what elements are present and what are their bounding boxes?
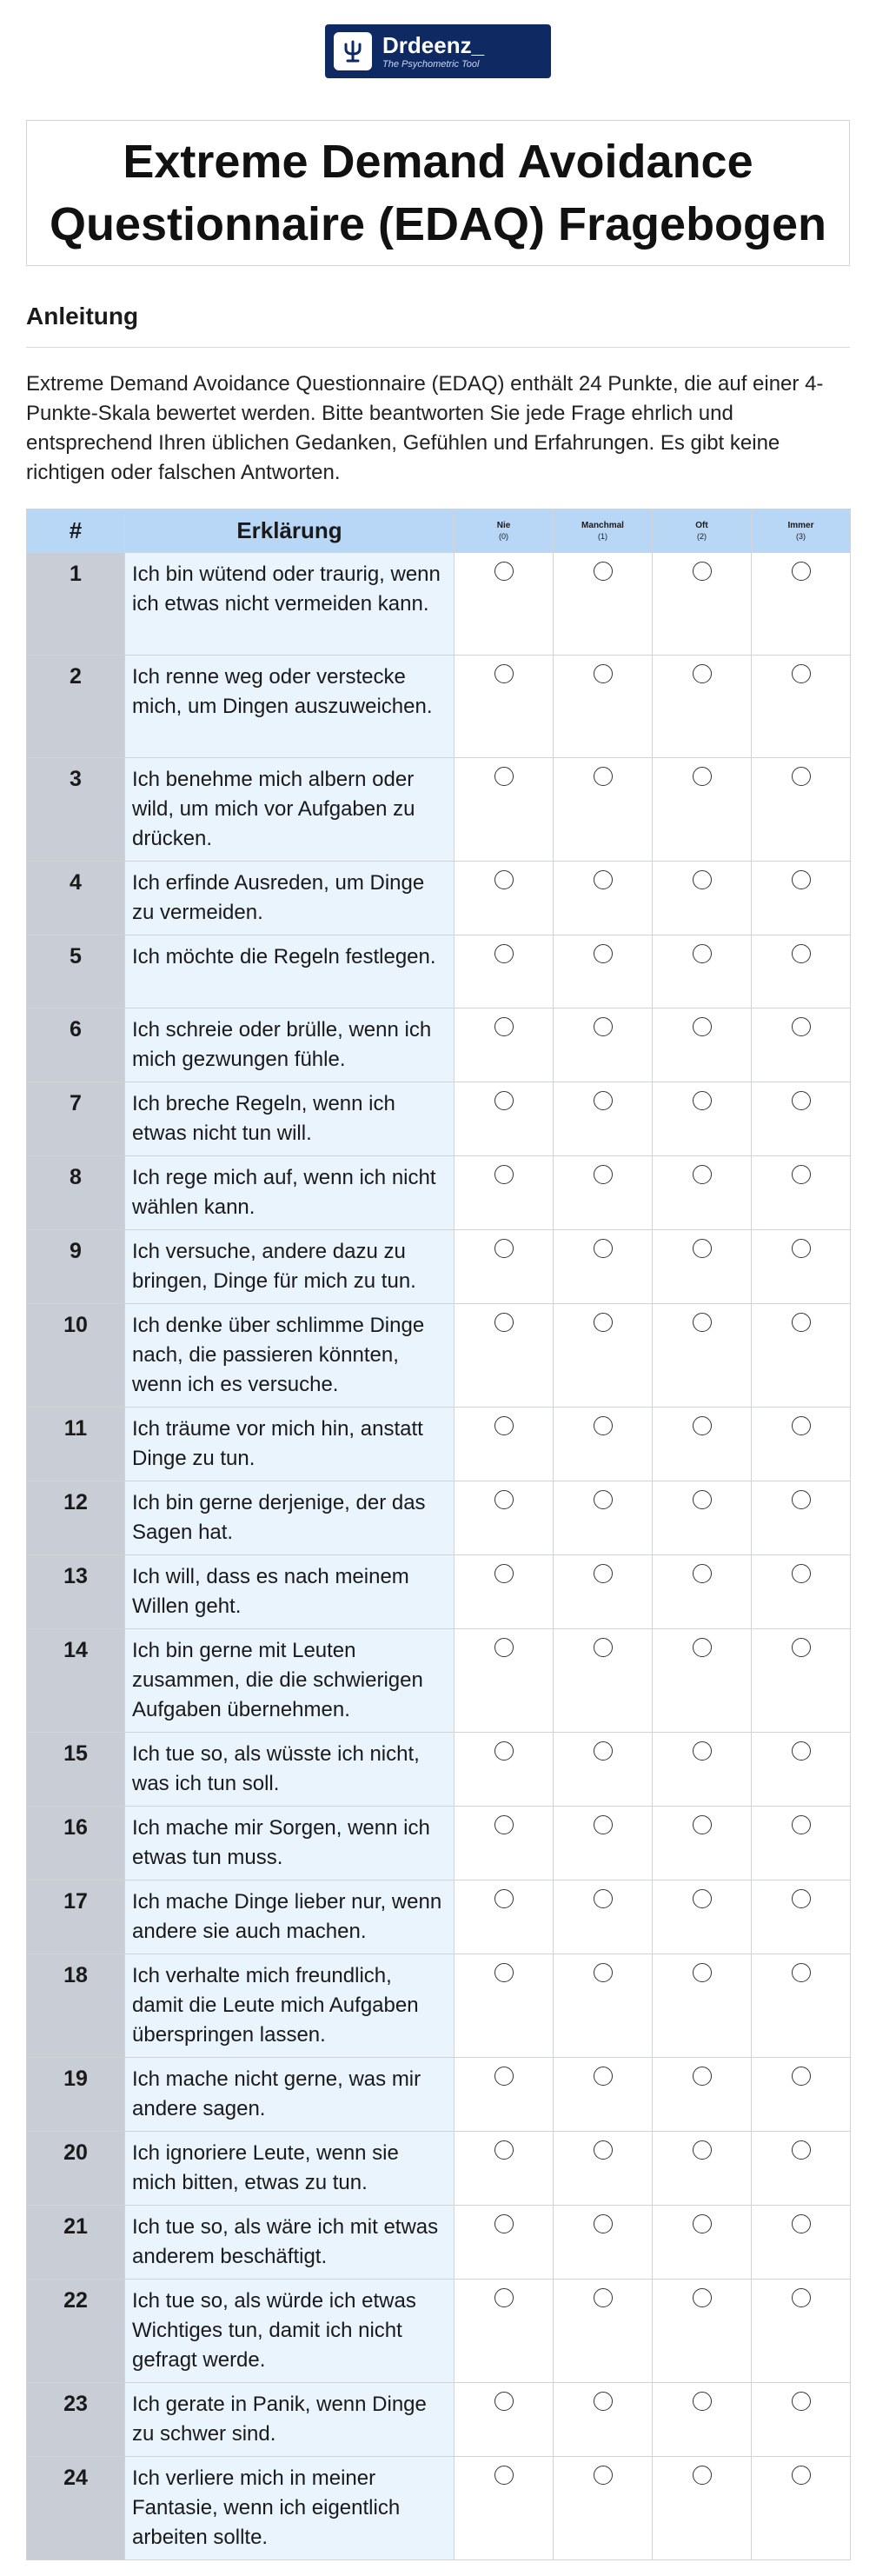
answer-cell-sometimes (554, 2280, 653, 2383)
table-row (27, 1156, 851, 1230)
radio-always[interactable] (792, 1239, 811, 1258)
header-number: # (27, 509, 125, 553)
radio-often[interactable] (693, 1564, 712, 1583)
radio-sometimes[interactable] (594, 2214, 613, 2233)
answer-cell-never (455, 1008, 554, 1082)
question-number: 6 (27, 1008, 125, 1082)
radio-never[interactable] (494, 870, 514, 889)
question-statement: Ich mache Dinge lieber nur, wenn andere sie auch machen. (125, 1880, 455, 1954)
answer-cell-sometimes (554, 1156, 653, 1230)
answer-cell-often (653, 2280, 752, 2383)
radio-never[interactable] (494, 944, 514, 963)
answer-cell-always (752, 1954, 851, 2058)
answer-cell-often (653, 2206, 752, 2280)
radio-sometimes[interactable] (594, 1091, 613, 1110)
radio-never[interactable] (494, 2466, 514, 2485)
answer-cell-never (455, 2280, 554, 2383)
table-row (27, 1629, 851, 1733)
answer-cell-sometimes (554, 1954, 653, 2058)
table-row (27, 656, 851, 758)
answer-cell-always (752, 758, 851, 862)
answer-cell-always (752, 1304, 851, 1408)
answer-cell-sometimes (554, 1082, 653, 1156)
radio-often[interactable] (693, 562, 712, 581)
radio-always[interactable] (792, 1564, 811, 1583)
radio-always[interactable] (792, 870, 811, 889)
answer-cell-sometimes (554, 1629, 653, 1733)
answer-cell-never (455, 656, 554, 758)
answer-cell-sometimes (554, 1481, 653, 1555)
answer-cell-never (455, 1807, 554, 1880)
radio-often[interactable] (693, 1963, 712, 1982)
table-row (27, 1408, 851, 1481)
radio-always[interactable] (792, 944, 811, 963)
question-statement: Ich möchte die Regeln festlegen. (125, 935, 455, 1008)
radio-never[interactable] (494, 1638, 514, 1657)
radio-often[interactable] (693, 2392, 712, 2411)
question-number: 1 (27, 553, 125, 656)
answer-cell-often (653, 1807, 752, 1880)
radio-always[interactable] (792, 1017, 811, 1036)
answer-cell-always (752, 1156, 851, 1230)
answer-cell-always (752, 2457, 851, 2560)
radio-sometimes[interactable] (594, 1741, 613, 1761)
answer-cell-always (752, 1008, 851, 1082)
table-row (27, 1733, 851, 1807)
answer-cell-often (653, 2058, 752, 2132)
radio-always[interactable] (792, 2466, 811, 2485)
option-label: Manchmal (581, 520, 624, 530)
radio-always[interactable] (792, 1416, 811, 1435)
answer-cell-sometimes (554, 2457, 653, 2560)
option-label: Oft (695, 520, 708, 530)
psi-logo-icon (334, 32, 372, 70)
radio-never[interactable] (494, 1239, 514, 1258)
answer-cell-never (455, 1880, 554, 1954)
question-number: 9 (27, 1230, 125, 1304)
option-value: (2) (697, 531, 707, 541)
page-title: Extreme Demand Avoidance Questionnaire (EDAQ) Fragebogen (49, 136, 827, 250)
radio-always[interactable] (792, 2214, 811, 2233)
radio-always[interactable] (792, 1490, 811, 1509)
question-number: 24 (27, 2457, 125, 2560)
radio-often[interactable] (693, 944, 712, 963)
radio-sometimes[interactable] (594, 870, 613, 889)
radio-never[interactable] (494, 2214, 514, 2233)
question-number: 3 (27, 758, 125, 862)
question-statement: Ich verliere mich in meiner Fantasie, wenn ich eigentlich arbeiten sollte. (125, 2457, 455, 2560)
radio-often[interactable] (693, 1017, 712, 1036)
answer-cell-sometimes (554, 1008, 653, 1082)
answer-cell-always (752, 1807, 851, 1880)
radio-never[interactable] (494, 2392, 514, 2411)
option-value: (1) (598, 531, 607, 541)
radio-never[interactable] (494, 1963, 514, 1982)
question-statement: Ich will, dass es nach meinem Willen geht. (125, 1555, 455, 1629)
answer-cell-always (752, 1481, 851, 1555)
answer-cell-often (653, 1880, 752, 1954)
answer-cell-never (455, 1629, 554, 1733)
answer-cell-often (653, 1304, 752, 1408)
radio-often[interactable] (693, 1638, 712, 1657)
option-label: Immer (787, 520, 814, 530)
radio-never[interactable] (494, 1490, 514, 1509)
radio-never[interactable] (494, 1165, 514, 1184)
table-row (27, 1008, 851, 1082)
radio-often[interactable] (693, 1165, 712, 1184)
logo-tagline: The Psychometric Tool (382, 58, 480, 70)
answer-cell-never (455, 1082, 554, 1156)
answer-cell-sometimes (554, 656, 653, 758)
radio-always[interactable] (792, 562, 811, 581)
radio-often[interactable] (693, 664, 712, 683)
table-row (27, 2206, 851, 2280)
answer-cell-often (653, 2383, 752, 2457)
question-statement: Ich gerate in Panik, wenn Dinge zu schwer sind. (125, 2383, 455, 2457)
radio-often[interactable] (693, 1313, 712, 1332)
radio-always[interactable] (792, 2288, 811, 2307)
question-number: 17 (27, 1880, 125, 1954)
answer-cell-always (752, 2383, 851, 2457)
question-number: 2 (27, 656, 125, 758)
radio-never[interactable] (494, 1564, 514, 1583)
answer-cell-never (455, 2383, 554, 2457)
answer-cell-often (653, 1555, 752, 1629)
radio-never[interactable] (494, 1741, 514, 1761)
question-number: 10 (27, 1304, 125, 1408)
question-statement: Ich breche Regeln, wenn ich etwas nicht tun will. (125, 1082, 455, 1156)
question-statement: Ich träume vor mich hin, anstatt Dinge zu tun. (125, 1408, 455, 1481)
answer-cell-sometimes (554, 2058, 653, 2132)
answer-cell-never (455, 935, 554, 1008)
answer-cell-often (653, 553, 752, 656)
answer-cell-sometimes (554, 1230, 653, 1304)
question-statement: Ich versuche, andere dazu zu bringen, Dinge für mich zu tun. (125, 1230, 455, 1304)
radio-sometimes[interactable] (594, 1889, 613, 1908)
question-statement: Ich benehme mich albern oder wild, um mich vor Aufgaben zu drücken. (125, 758, 455, 862)
radio-sometimes[interactable] (594, 1313, 613, 1332)
radio-never[interactable] (494, 562, 514, 581)
table-row (27, 2132, 851, 2206)
answer-cell-often (653, 2457, 752, 2560)
radio-often[interactable] (693, 2067, 712, 2086)
logo-area (26, 0, 850, 120)
radio-often[interactable] (693, 1889, 712, 1908)
question-statement: Ich bin gerne derjenige, der das Sagen hat. (125, 1481, 455, 1555)
answer-cell-often (653, 935, 752, 1008)
table-row (27, 1230, 851, 1304)
radio-never[interactable] (494, 664, 514, 683)
answer-cell-always (752, 2058, 851, 2132)
radio-often[interactable] (693, 1815, 712, 1834)
answer-cell-never (455, 553, 554, 656)
radio-sometimes[interactable] (594, 1490, 613, 1509)
radio-always[interactable] (792, 2392, 811, 2411)
answer-cell-always (752, 553, 851, 656)
answer-cell-often (653, 1082, 752, 1156)
radio-always[interactable] (792, 1091, 811, 1110)
radio-always[interactable] (792, 1313, 811, 1332)
answer-cell-never (455, 1304, 554, 1408)
radio-never[interactable] (494, 1313, 514, 1332)
option-value: (0) (499, 531, 508, 541)
radio-sometimes[interactable] (594, 944, 613, 963)
answer-cell-sometimes (554, 1304, 653, 1408)
question-number: 5 (27, 935, 125, 1008)
radio-sometimes[interactable] (594, 2466, 613, 2485)
answer-cell-never (455, 1555, 554, 1629)
radio-sometimes[interactable] (594, 2140, 613, 2160)
question-number: 18 (27, 1954, 125, 2058)
answer-cell-often (653, 2132, 752, 2206)
answer-cell-often (653, 1230, 752, 1304)
table-row (27, 862, 851, 935)
answer-cell-sometimes (554, 935, 653, 1008)
answer-cell-always (752, 1230, 851, 1304)
logo-name: Drdeenz_ (382, 31, 485, 58)
answer-cell-never (455, 2132, 554, 2206)
table-row (27, 1555, 851, 1629)
questionnaire-table (26, 509, 851, 2560)
question-statement: Ich schreie oder brülle, wenn ich mich gezwungen fühle. (125, 1008, 455, 1082)
radio-never[interactable] (494, 1091, 514, 1110)
radio-sometimes[interactable] (594, 1564, 613, 1583)
radio-never[interactable] (494, 1889, 514, 1908)
answer-cell-always (752, 1555, 851, 1629)
answer-cell-sometimes (554, 1408, 653, 1481)
answer-cell-sometimes (554, 862, 653, 935)
radio-always[interactable] (792, 1889, 811, 1908)
answer-cell-never (455, 758, 554, 862)
answer-cell-sometimes (554, 1555, 653, 1629)
answer-cell-always (752, 1082, 851, 1156)
radio-always[interactable] (792, 1638, 811, 1657)
table-row (27, 758, 851, 862)
answer-cell-never (455, 1408, 554, 1481)
answer-cell-always (752, 2280, 851, 2383)
radio-always[interactable] (792, 1741, 811, 1761)
header-option-sometimes (554, 509, 653, 553)
question-statement: Ich erfinde Ausreden, um Dinge zu vermeiden. (125, 862, 455, 935)
radio-sometimes[interactable] (594, 1416, 613, 1435)
table-row (27, 1304, 851, 1408)
answer-cell-sometimes (554, 2383, 653, 2457)
answer-cell-often (653, 656, 752, 758)
question-number: 23 (27, 2383, 125, 2457)
answer-cell-often (653, 1481, 752, 1555)
radio-always[interactable] (792, 1815, 811, 1834)
radio-sometimes[interactable] (594, 1239, 613, 1258)
answer-cell-often (653, 1008, 752, 1082)
question-number: 8 (27, 1156, 125, 1230)
answer-cell-never (455, 2206, 554, 2280)
answer-cell-often (653, 1629, 752, 1733)
answer-cell-always (752, 935, 851, 1008)
question-statement: Ich tue so, als würde ich etwas Wichtiges tun, damit ich nicht gefragt werde. (125, 2280, 455, 2383)
option-label: Nie (496, 520, 511, 530)
radio-sometimes[interactable] (594, 1017, 613, 1036)
answer-cell-never (455, 1230, 554, 1304)
answer-cell-often (653, 1954, 752, 2058)
radio-always[interactable] (792, 664, 811, 683)
answer-cell-often (653, 1733, 752, 1807)
answer-cell-always (752, 1629, 851, 1733)
radio-never[interactable] (494, 2140, 514, 2160)
answer-cell-sometimes (554, 553, 653, 656)
question-statement: Ich denke über schlimme Dinge nach, die passieren könnten, wenn ich es versuche. (125, 1304, 455, 1408)
radio-never[interactable] (494, 1017, 514, 1036)
question-statement: Ich mache mir Sorgen, wenn ich etwas tun muss. (125, 1807, 455, 1880)
header-option-often (653, 509, 752, 553)
question-number: 20 (27, 2132, 125, 2206)
table-row (27, 1082, 851, 1156)
answer-cell-sometimes (554, 758, 653, 862)
radio-often[interactable] (693, 1741, 712, 1761)
instructions-text: Extreme Demand Avoidance Questionnaire (EDAQ) enthält 24 Punkte, die auf einer 4-Punkte-Skala bewertet werden. Bitte beantworten Sie jede Frage ehrlich und entsprechend Ihren üblichen Gedanken, Gefühlen und Erfahrungen. Es gibt keine richtigen oder falschen Antworten. (26, 372, 824, 484)
question-number: 11 (27, 1408, 125, 1481)
header-statement: Erklärung (125, 509, 455, 553)
radio-sometimes[interactable] (594, 1815, 613, 1834)
radio-often[interactable] (693, 767, 712, 786)
radio-never[interactable] (494, 1815, 514, 1834)
answer-cell-never (455, 2457, 554, 2560)
answer-cell-never (455, 1156, 554, 1230)
question-statement: Ich bin wütend oder traurig, wenn ich etwas nicht vermeiden kann. (125, 553, 455, 656)
answer-cell-always (752, 1408, 851, 1481)
table-row (27, 2457, 851, 2560)
question-statement: Ich bin gerne mit Leuten zusammen, die die schwierigen Aufgaben übernehmen. (125, 1629, 455, 1733)
radio-sometimes[interactable] (594, 562, 613, 581)
instructions-heading: Anleitung (26, 303, 850, 348)
question-number: 13 (27, 1555, 125, 1629)
title-box (26, 120, 850, 266)
radio-always[interactable] (792, 2067, 811, 2086)
answer-cell-often (653, 862, 752, 935)
answer-cell-sometimes (554, 1807, 653, 1880)
question-statement: Ich verhalte mich freundlich, damit die Leute mich Aufgaben überspringen lassen. (125, 1954, 455, 2058)
radio-always[interactable] (792, 767, 811, 786)
table-row (27, 1954, 851, 2058)
option-value: (3) (796, 531, 806, 541)
radio-always[interactable] (792, 1165, 811, 1184)
radio-often[interactable] (693, 870, 712, 889)
table-row (27, 1880, 851, 1954)
radio-often[interactable] (693, 2288, 712, 2307)
table-body (27, 553, 851, 2560)
question-statement: Ich tue so, als wüsste ich nicht, was ich tun soll. (125, 1733, 455, 1807)
table-row (27, 2280, 851, 2383)
answer-cell-always (752, 2132, 851, 2206)
question-number: 19 (27, 2058, 125, 2132)
answer-cell-often (653, 1156, 752, 1230)
table-row (27, 1481, 851, 1555)
table-header-row (27, 509, 851, 553)
answer-cell-sometimes (554, 2206, 653, 2280)
answer-cell-never (455, 1481, 554, 1555)
question-number: 14 (27, 1629, 125, 1733)
header-option-always (752, 509, 851, 553)
question-number: 12 (27, 1481, 125, 1555)
radio-never[interactable] (494, 2067, 514, 2086)
radio-sometimes[interactable] (594, 1963, 613, 1982)
radio-sometimes[interactable] (594, 2288, 613, 2307)
answer-cell-always (752, 862, 851, 935)
question-statement: Ich ignoriere Leute, wenn sie mich bitten, etwas zu tun. (125, 2132, 455, 2206)
answer-cell-never (455, 2058, 554, 2132)
question-number: 4 (27, 862, 125, 935)
radio-sometimes[interactable] (594, 767, 613, 786)
answer-cell-sometimes (554, 2132, 653, 2206)
question-statement: Ich tue so, als wäre ich mit etwas anderem beschäftigt. (125, 2206, 455, 2280)
logo (325, 24, 551, 78)
radio-sometimes[interactable] (594, 664, 613, 683)
table-row (27, 2383, 851, 2457)
radio-never[interactable] (494, 767, 514, 786)
radio-never[interactable] (494, 2288, 514, 2307)
radio-never[interactable] (494, 1416, 514, 1435)
question-statement: Ich mache nicht gerne, was mir andere sagen. (125, 2058, 455, 2132)
question-number: 21 (27, 2206, 125, 2280)
radio-often[interactable] (693, 1416, 712, 1435)
question-number: 22 (27, 2280, 125, 2383)
radio-often[interactable] (693, 2466, 712, 2485)
radio-often[interactable] (693, 1091, 712, 1110)
header-option-never (455, 509, 554, 553)
answer-cell-never (455, 1954, 554, 2058)
radio-often[interactable] (693, 2214, 712, 2233)
answer-cell-always (752, 2206, 851, 2280)
answer-cell-never (455, 1733, 554, 1807)
question-number: 16 (27, 1807, 125, 1880)
answer-cell-often (653, 1408, 752, 1481)
radio-always[interactable] (792, 2140, 811, 2160)
radio-sometimes[interactable] (594, 2392, 613, 2411)
question-number: 7 (27, 1082, 125, 1156)
answer-cell-often (653, 758, 752, 862)
radio-always[interactable] (792, 1963, 811, 1982)
radio-sometimes[interactable] (594, 1165, 613, 1184)
table-row (27, 1807, 851, 1880)
answer-cell-sometimes (554, 1733, 653, 1807)
answer-cell-always (752, 1733, 851, 1807)
radio-often[interactable] (693, 2140, 712, 2160)
radio-sometimes[interactable] (594, 2067, 613, 2086)
table-row (27, 935, 851, 1008)
table-row (27, 2058, 851, 2132)
question-statement: Ich renne weg oder verstecke mich, um Dingen auszuweichen. (125, 656, 455, 758)
answer-cell-always (752, 1880, 851, 1954)
answer-cell-sometimes (554, 1880, 653, 1954)
question-statement: Ich rege mich auf, wenn ich nicht wählen kann. (125, 1156, 455, 1230)
answer-cell-always (752, 656, 851, 758)
answer-cell-never (455, 862, 554, 935)
table-row (27, 553, 851, 656)
radio-sometimes[interactable] (594, 1638, 613, 1657)
question-number: 15 (27, 1733, 125, 1807)
radio-often[interactable] (693, 1490, 712, 1509)
radio-often[interactable] (693, 1239, 712, 1258)
